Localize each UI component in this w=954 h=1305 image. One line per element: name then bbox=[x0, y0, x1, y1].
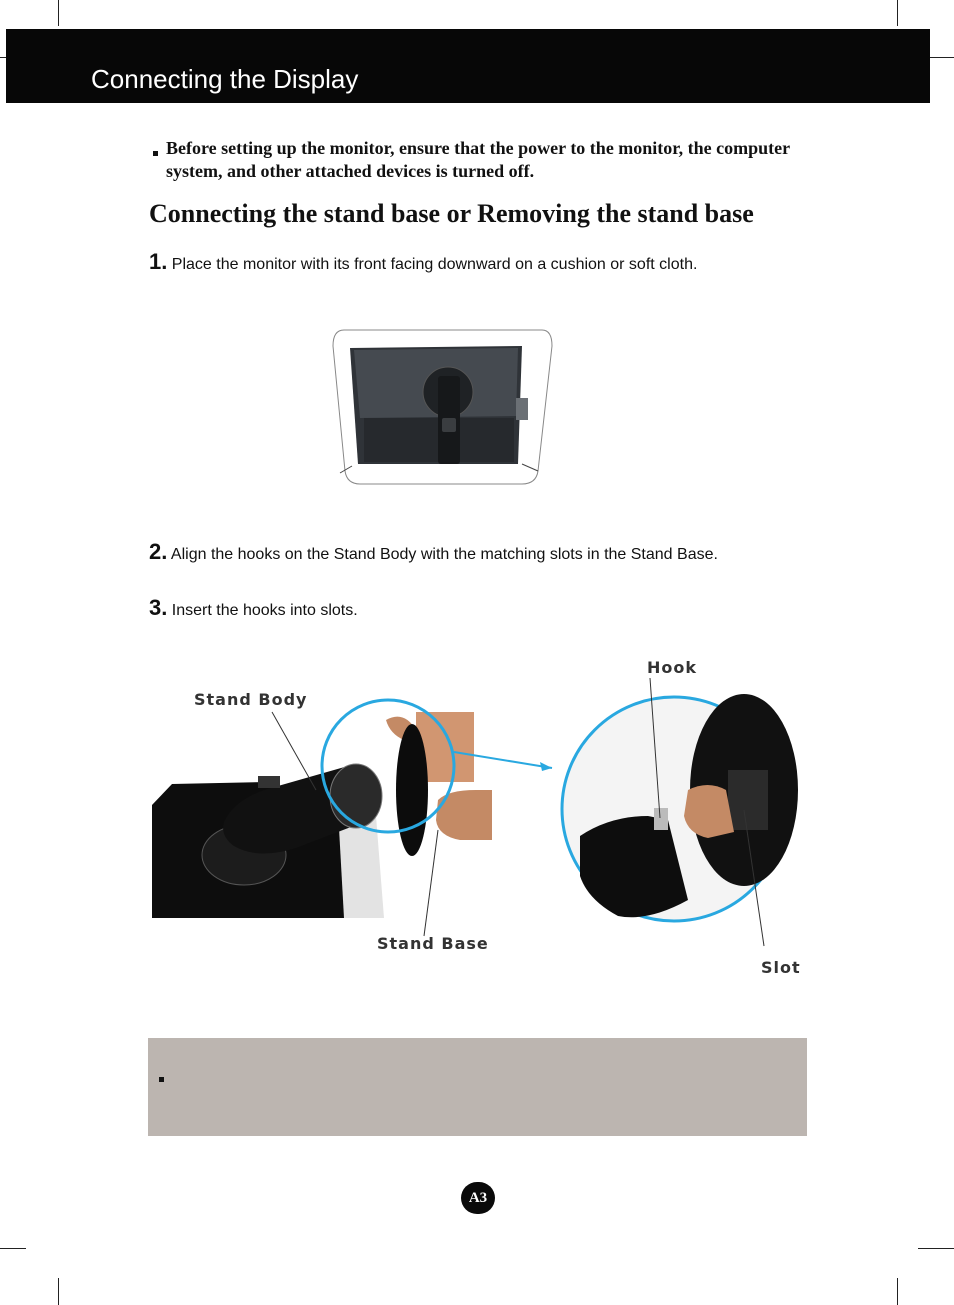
crop-mark bbox=[897, 1278, 898, 1305]
crop-mark bbox=[897, 0, 898, 26]
crop-mark bbox=[928, 57, 954, 58]
page-number-badge: A3 bbox=[461, 1182, 495, 1214]
step-number: 1. bbox=[149, 249, 168, 274]
crop-mark bbox=[0, 1248, 26, 1249]
page-title: Connecting the Display bbox=[91, 64, 359, 94]
note-box bbox=[148, 1038, 807, 1136]
step-1 bbox=[149, 249, 697, 275]
monitor-back-illustration bbox=[330, 326, 555, 487]
note-bullet bbox=[159, 1077, 164, 1082]
crop-mark bbox=[58, 1278, 59, 1305]
step-3 bbox=[149, 595, 358, 621]
step-2 bbox=[149, 539, 718, 565]
crop-mark bbox=[918, 1248, 954, 1249]
step-text: Place the monitor with its front facing downward on a cushion or soft cloth. bbox=[167, 256, 698, 273]
step-number: 2. bbox=[149, 539, 168, 564]
step-text: Align the hooks on the Stand Body with the matching slots in the Stand Base. bbox=[167, 546, 718, 563]
warning-bullet bbox=[153, 151, 158, 156]
monitor-back-image bbox=[330, 326, 555, 487]
stand-body-label: Stand Body bbox=[194, 690, 308, 709]
stand-base-label: Stand Base bbox=[377, 934, 489, 953]
warning-text: Before setting up the monitor, ensure that the power to the monitor, the computer system, and other attached devices is turned off. bbox=[166, 138, 790, 181]
section-heading: Connecting the stand base or Removing the stand base bbox=[149, 199, 754, 228]
step-text: Insert the hooks into slots. bbox=[167, 602, 358, 619]
hook-label: Hook bbox=[647, 658, 698, 677]
crop-mark bbox=[58, 0, 59, 26]
slot-label: Slot bbox=[761, 958, 801, 977]
step-number: 3. bbox=[149, 595, 168, 620]
